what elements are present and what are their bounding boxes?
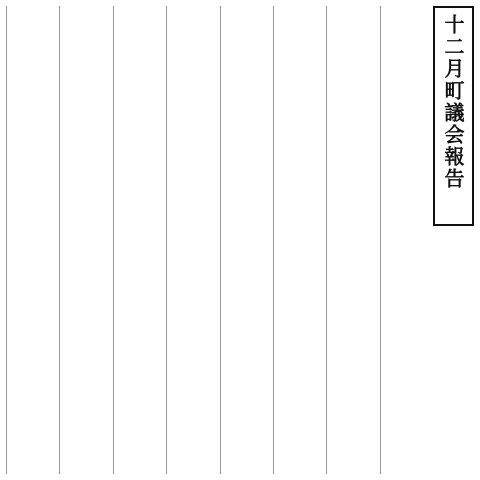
text-column-5 — [166, 6, 213, 474]
text-column-8 — [6, 6, 53, 474]
text-column-6 — [113, 6, 160, 474]
page-title: 十二月町議会報告 — [433, 6, 474, 226]
text-column-3 — [273, 6, 320, 474]
text-column-2 — [326, 6, 373, 474]
text-column-4 — [220, 6, 267, 474]
text-column-1 — [380, 6, 427, 474]
text-column-7 — [59, 6, 106, 474]
